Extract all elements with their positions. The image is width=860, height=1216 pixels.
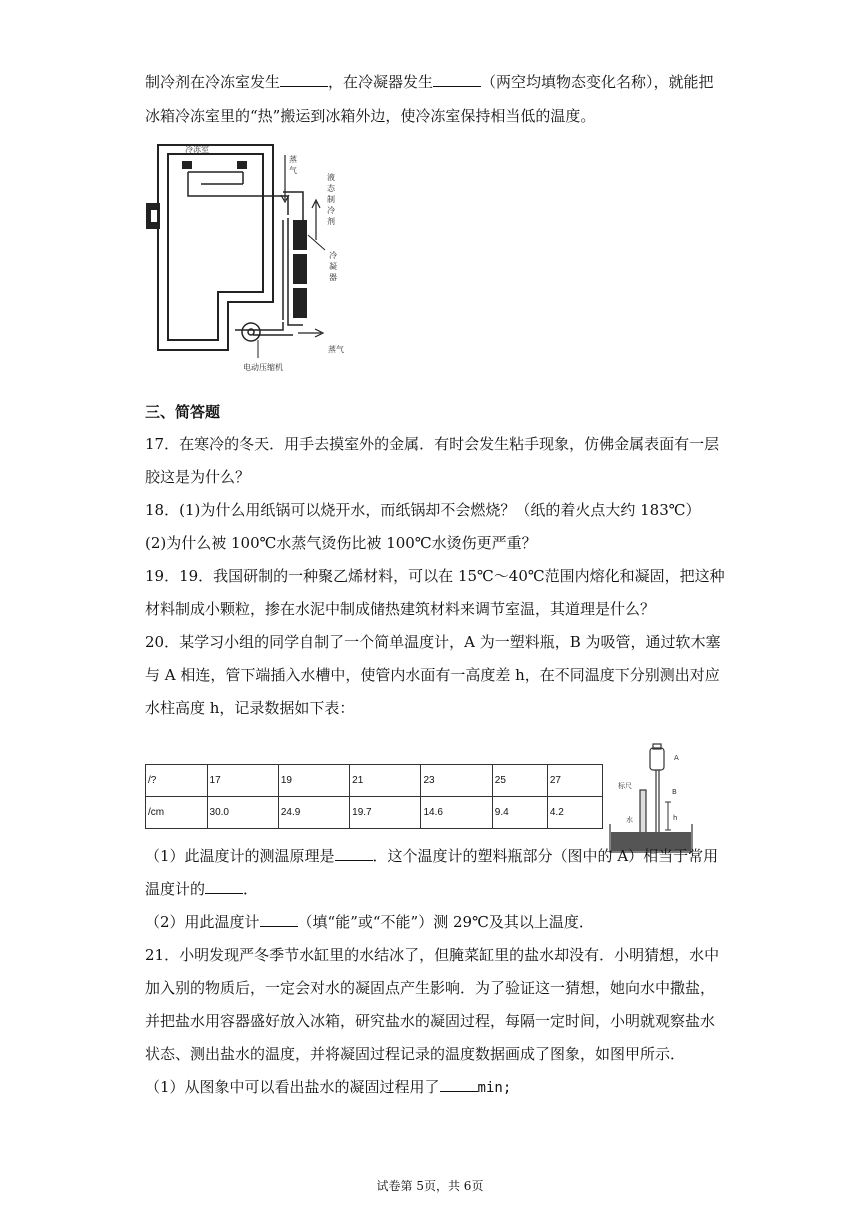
refrigerator-diagram [143,140,363,375]
q21-line-2: 加入别的物质后，一定会对水的凝固点产生影响．为了验证这一猜想，她向水中撒盐， [145,979,716,997]
label-b: B [672,788,677,796]
table-cell: 24.9 [278,797,349,829]
q21-line-1: 21．小明发现严冬季节水缸里的水结冰了，但腌菜缸里的盐水却没有．小明猜想，水中 [145,946,720,964]
answer-blank[interactable] [260,912,298,927]
table-cell: 27 [547,765,602,797]
q20-line-3: 水柱高度 h，记录数据如下表： [145,699,355,717]
q20-sub1-text-b: ．这个温度计的塑料瓶部分（图中的 A）相当于常用 [372,847,719,865]
table-cell: 19.7 [350,797,421,829]
table-cell: 9.4 [492,797,547,829]
intro-line-1 [145,72,714,92]
steam-bottom-label: 蒸气 [328,345,344,354]
q20-line-1: 20．某学习小组的同学自制了一个简单温度计，A 为一塑料瓶，B 为吸管，通过软木塞 [145,633,721,651]
intro-text-a: 制冷剂在冷冻室发生 [145,73,281,91]
q19-line-2: 材料制成小颗粒，掺在水泥中制成储热建筑材料来调节室温，其道理是什么？ [145,600,656,618]
intro-text-c: （两空均填物态变化名称），就能把 [481,73,714,91]
q18-line-1: 18．(1)为什么用纸锅可以烧开水，而纸锅却不会燃烧？（纸的着火点大约 183℃） [145,501,701,519]
table-cell: 19 [278,765,349,797]
intro-line-2: 冰箱冷冻室里的“热”搬运到冰箱外边，使冷冻室保持相当低的温度。 [145,107,596,125]
label-a: A [674,754,679,762]
section-heading: 三、简答题 [145,403,221,421]
table-row [146,797,603,829]
q21-sub1-text-b: min; [477,1080,512,1096]
liquid-refrigerant-label: 液态制冷剂 [327,173,335,226]
q18-line-2: (2)为什么被 100℃水蒸气烫伤比被 100℃水烫伤更严重？ [145,534,537,552]
q20-sub2-text-a: （2）用此温度计 [145,913,260,931]
q20-sub1-line-2 [145,879,258,899]
q21-line-3: 并把盐水用容器盛好放入冰箱，研究盐水的凝固过程，每隔一定时间，小明就观察盐水 [145,1012,716,1030]
q21-sub1-line [145,1077,511,1098]
q17-line-1: 17．在寒冷的冬天．用手去摸室外的金属．有时会发生粘手现象，仿佛金属表面有一层 [145,435,720,453]
q17-line-2: 胶这是为什么？ [145,468,251,486]
q20-sub1-line-1 [145,846,718,866]
q20-sub2-text-b: （填“能”或“不能”）测 29℃及其以上温度． [297,913,594,931]
q20-sub1-text-c: 温度计的 [145,880,206,898]
table-cell: 30.0 [207,797,278,829]
table-cell: 21 [350,765,421,797]
answer-blank[interactable] [433,72,481,87]
q20-line-2: 与 A 相连，管下端插入水槽中，使管内水面有一高度差 h，在不同温度下分别测出对应 [145,666,720,684]
steam-top-label: 蒸气 [289,155,297,175]
freezer-label: 冷冻室 [185,145,209,154]
label-ruler: 标尺 [618,782,632,790]
q20-sub2-line [145,912,594,932]
data-table [145,764,603,829]
q20-sub1-text-d: ． [243,880,259,898]
page-footer: 试卷第 5页，共 6页 [376,1179,484,1193]
answer-blank[interactable] [440,1077,478,1092]
q20-sub1-text-a: （1）此温度计的测温原理是 [145,847,335,865]
table-cell: /? [146,765,208,797]
q21-line-4: 状态、测出盐水的温度，并将凝固过程记录的温度数据画成了图象，如图甲所示． [145,1045,686,1063]
label-water: 水 [626,816,633,824]
intro-text-b: ，在冷凝器发生 [328,73,434,91]
table-cell: 25 [492,765,547,797]
table-cell: 17 [207,765,278,797]
table-cell: /cm [146,797,208,829]
answer-blank[interactable] [280,72,328,87]
table-row [146,765,603,797]
compressor-label: 电动压缩机 [243,363,283,372]
condenser-label: 冷凝器 [329,251,337,282]
label-h: h [673,814,678,822]
q21-sub1-text-a: （1）从图象中可以看出盐水的凝固过程用了 [145,1078,440,1096]
answer-blank[interactable] [335,846,373,861]
answer-blank[interactable] [205,879,243,894]
thermometer-diagram [604,738,696,858]
table-cell: 23 [421,765,492,797]
table-cell: 4.2 [547,797,602,829]
table-cell: 14.6 [421,797,492,829]
q19-line-1: 19．19．我国研制的一种聚乙烯材料，可以在 15℃～40℃范围内熔化和凝固，把这种 [145,567,725,585]
